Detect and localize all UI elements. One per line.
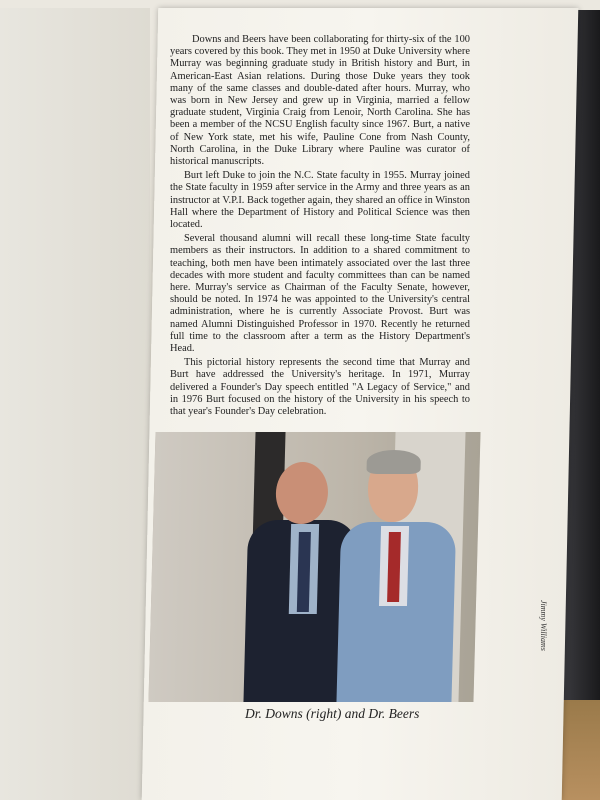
body-text — [170, 34, 470, 420]
paragraph: This pictorial history represents the second time that Murray and Burt have addressed the University's heritage. In 1971, Murray delivered a Founder's Day speech entitled "A Legacy of Service," and in 1976 Burt focused on the history of the University in his speech to that year's Founder's Day celebration. — [170, 357, 470, 418]
paragraph: Several thousand alumni will recall these long-time State faculty members as their instructors. In addition to a shared commitment to teaching, both men have been intimately associated over the last three decades with more student and faculty committees than can be named here. Murray's service as Chairman of the Faculty Senate, however, should be noted. In 1974 he was appointed to the University's central administration, where he is currently Associate Provost. Burt was named Alumni Distinguished Professor in 1970. Recently he returned full time to the classroom after a term as the History Department's Head. — [170, 233, 470, 355]
photo-caption: Dr. Downs (right) and Dr. Beers — [245, 706, 420, 721]
man-right-tie — [387, 532, 401, 602]
table-edge — [560, 700, 600, 800]
paragraph: Downs and Beers have been collaborating for thirty-six of the 100 years covered by this book. They met in 1950 at Duke University where Murray was beginning graduate study in British history and Burt, in American-East Asian relations. During those Duke years they took many of the same classes and double-dated after hours. Murray, who was born in New Jersey and grew up in Virginia, married a fellow graduate student, Virginia Craig from Lenoir, North Carolina. She has been a member of the NCSU English faculty since 1967. Burt, a native of New York state, met his wife, Pauline Cone from Nash County, North Carolina, in the Duke Library where Pauline was curator of historical manuscripts. — [170, 34, 470, 168]
paragraph: Burt left Duke to join the N.C. State faculty in 1955. Murray joined the State faculty in 1959 after service in the Army and three years as an instructor at V.P.I. Back together again, they shared an office in Winston Hall where the Department of History and Political Science was then located. — [170, 170, 470, 231]
portrait-photo — [148, 432, 480, 702]
photo-credit: Jimmy Williams — [539, 600, 548, 651]
man-left-tie — [297, 532, 311, 612]
man-right-hair — [366, 450, 421, 474]
facing-page — [0, 8, 150, 800]
